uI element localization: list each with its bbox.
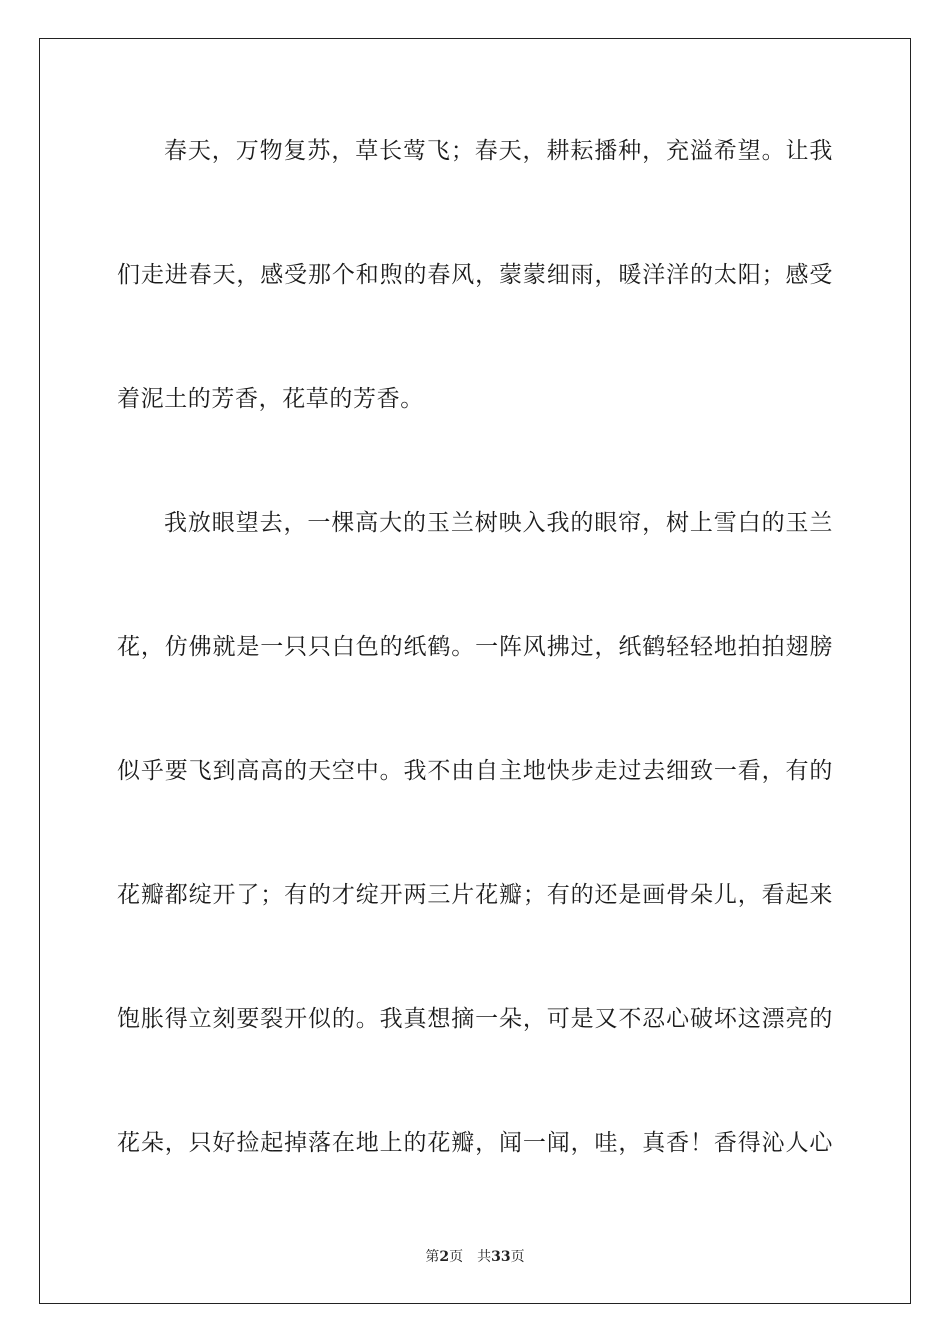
- paragraph-2-line-5: 饱胀得立刻要裂开似的。我真想摘一朵，可是又不忍心破坏这漂亮的: [117, 1006, 833, 1032]
- paragraph-2-line-2: 花，仿佛就是一只只白色的纸鹤。一阵风拂过，纸鹤轻轻地拍拍翅膀: [117, 634, 833, 660]
- paragraph-1-line-1: 春天，万物复苏，草长莺飞；春天，耕耘播种，充溢希望。让我: [164, 138, 833, 164]
- paragraph-2-line-1: 我放眼望去，一棵高大的玉兰树映入我的眼帘，树上雪白的玉兰: [164, 510, 833, 536]
- paragraph-1-line-2: 们走进春天，感受那个和煦的春风，蒙蒙细雨，暖洋洋的太阳；感受: [117, 262, 833, 288]
- paragraph-2-line-6: 花朵，只好捡起掉落在地上的花瓣，闻一闻，哇，真香！香得沁人心: [117, 1130, 833, 1156]
- footer-page-current: 2: [439, 1249, 450, 1265]
- footer-page-total: 33: [491, 1249, 511, 1265]
- paragraph-2-line-4: 花瓣都绽开了；有的才绽开两三片花瓣；有的还是画骨朵儿，看起来: [117, 882, 833, 908]
- footer-page-suffix: 页: [449, 1249, 464, 1265]
- paragraph-2-line-3: 似乎要飞到高高的天空中。我不由自主地快步走过去细致一看，有的: [117, 758, 833, 784]
- footer-total-prefix: 共: [477, 1249, 492, 1265]
- page-footer: [0, 1248, 950, 1266]
- footer-total-suffix: 页: [510, 1249, 525, 1265]
- paragraph-1-line-3: 着泥土的芳香，花草的芳香。: [117, 386, 424, 412]
- footer-page-prefix: 第: [425, 1249, 440, 1265]
- page-border: [39, 38, 911, 1304]
